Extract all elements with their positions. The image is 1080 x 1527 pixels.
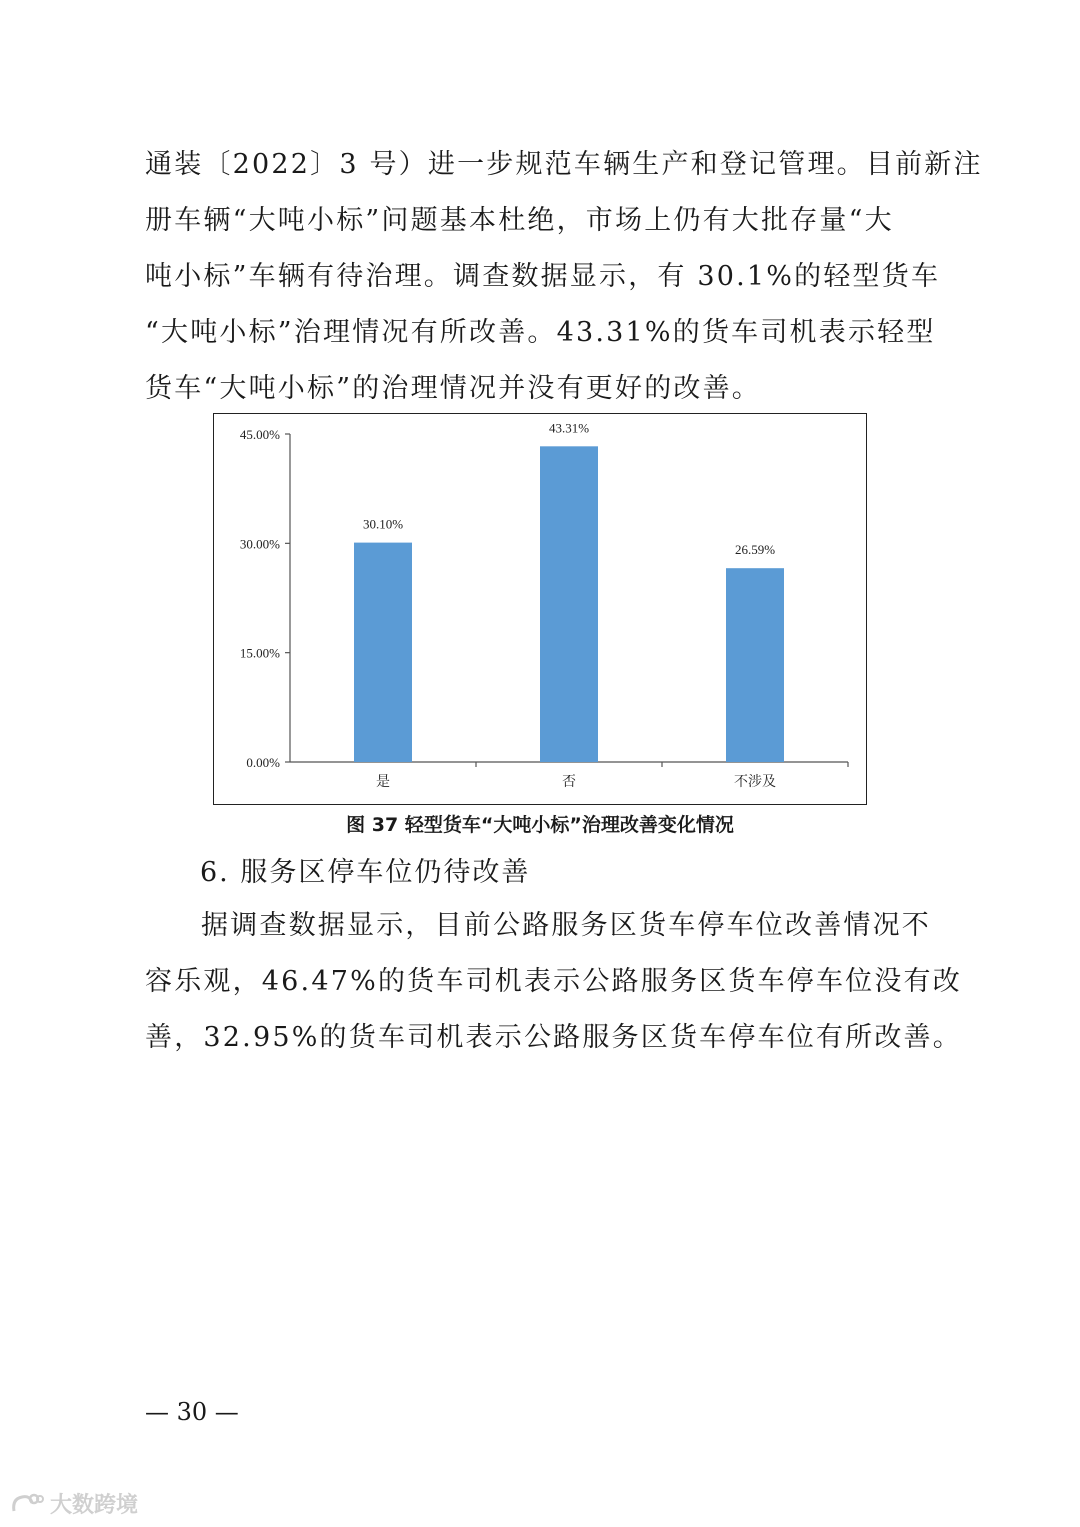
y-tick-label: 30.00% <box>239 536 280 552</box>
watermark-text: 大数跨境 <box>50 1493 139 1518</box>
watermark <box>10 1488 138 1519</box>
y-tick-label: 45.00% <box>239 427 280 442</box>
paragraph-line: 货车“大吨小标”的治理情况并没有更好的改善。 <box>145 373 762 404</box>
paragraph-line: 吨小标”车辆有待治理。调查数据显示，有 30.1%的轻型货车 <box>145 261 941 292</box>
paragraph-1 <box>145 137 983 417</box>
page-number: — 30 — <box>145 1398 239 1426</box>
x-category-label: 不涉及 <box>734 774 776 790</box>
x-category-label: 是 <box>376 774 390 790</box>
bar <box>726 568 784 762</box>
paragraph-line: 通装〔2022〕3 号）进一步规范车辆生产和登记管理。目前新注 <box>145 149 983 180</box>
y-tick-label: 0.00% <box>246 755 280 770</box>
y-tick-label: 15.00% <box>239 645 280 661</box>
paragraph-2 <box>145 898 962 1066</box>
chart-canvas <box>214 414 866 804</box>
paragraph-line: “大吨小标”治理情况有所改善。43.31%的货车司机表示轻型 <box>145 317 936 348</box>
section-heading: 6. 服务区停车位仍待改善 <box>200 857 531 888</box>
paragraph-line: 容乐观，46.47%的货车司机表示公路服务区货车停车位没有改 <box>145 966 962 997</box>
paragraph-line: 册车辆“大吨小标”问题基本杜绝，市场上仍有大批存量“大 <box>145 205 894 236</box>
bar-chart <box>213 413 867 805</box>
data-label: 26.59% <box>734 542 776 558</box>
bar <box>540 446 598 762</box>
watermark-logo-icon <box>10 1491 44 1517</box>
data-label: 30.10% <box>362 516 404 532</box>
paragraph-line: 据调查数据显示，目前公路服务区货车停车位改善情况不 <box>201 910 931 941</box>
paragraph-line: 善，32.95%的货车司机表示公路服务区货车停车位有所改善。 <box>145 1022 962 1053</box>
figure-caption: 图 37 轻型货车“大吨小标”治理改善变化情况 <box>346 814 734 836</box>
bar <box>354 543 412 762</box>
data-label: 43.31% <box>548 420 590 436</box>
x-category-label: 否 <box>562 774 576 790</box>
